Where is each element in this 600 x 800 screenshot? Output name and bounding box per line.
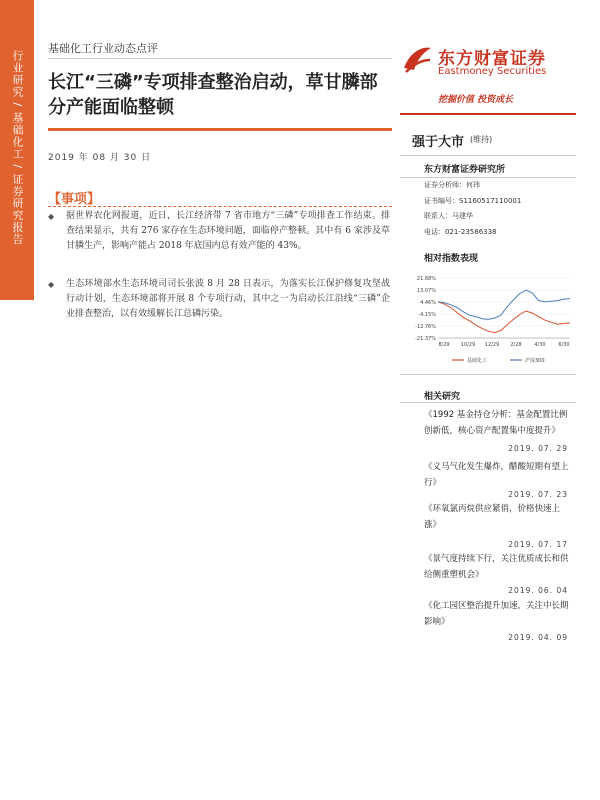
eastmoney-logo-icon [400, 42, 434, 76]
institute-name: 东方财富证券研究所 [424, 165, 506, 175]
series-line-沪深300 [438, 290, 570, 319]
x-tick-label: 6/30 [558, 342, 570, 348]
legend-label: 基础化工 [467, 358, 488, 364]
section-divider [48, 206, 392, 207]
related-report-link[interactable]: 《1992 基金持仓分析：基金配置比例创新低，核心资产配置集中度提升》 [424, 410, 568, 436]
analyst-name: 证券分析师：何玮 [424, 181, 480, 189]
x-tick-label: 2/28 [510, 342, 522, 348]
brand-name-cn: 东方财富证券 [438, 49, 546, 69]
divider [400, 374, 576, 375]
rating-label: 强于大市 [412, 135, 465, 150]
related-report-link[interactable]: 《景气度持续下行，关注优质成长和供给侧重塑机会》 [424, 554, 569, 580]
related-report-link[interactable]: 《化工园区整治提升加速，关注中长期影响》 [424, 601, 569, 627]
bullet-item [48, 209, 390, 254]
x-tick-label: 4/30 [534, 342, 546, 348]
diamond-bullet-icon: ◆ [48, 280, 55, 289]
y-tick-label: 4.46% [420, 300, 436, 306]
bullet-text: 据世界农化网报道，近日，长江经济带 7 省市地方“三磷”专项排查工作结束。排查结果显示，共有 276 家存在生态环境问题，面临停产整顿。其中有 6 家涉及草甘膦生产，影响产能占 2018 年底国内总有效产能的 43%。 [66, 211, 390, 251]
divider [400, 402, 576, 403]
y-tick-label: -21.37% [415, 336, 436, 342]
contact-phone: 电话：021-23586338 [424, 228, 497, 236]
side-category-text: 行业研究 / 基础化工 / 证券研究报告 [11, 50, 24, 246]
rating-note: (维持) [470, 135, 493, 144]
page-title: 长江“三磷”专项排查整治启动，草甘膦部分产能面临整顿 [48, 72, 378, 118]
report-type: 基础化工行业动态点评 [48, 42, 158, 55]
brand-name-en: Eastmoney Securities [438, 66, 547, 77]
divider [400, 155, 576, 156]
divider [400, 113, 576, 115]
related-report-link[interactable]: 《环氧氯丙烷供应紧俏，价格快速上涨》 [424, 504, 561, 530]
y-tick-label: -12.76% [415, 324, 436, 330]
contact-name: 联系人：马建华 [424, 212, 473, 220]
section-heading: 【事项】 [48, 192, 101, 207]
x-tick-label: 10/29 [460, 342, 476, 348]
brand-slogan: 挖掘价值 投资成长 [438, 95, 514, 105]
related-report-date: 2019. 07. 23 [508, 490, 568, 499]
divider [48, 58, 392, 59]
relative-index-chart [410, 266, 578, 370]
related-research-title: 相关研究 [424, 392, 461, 402]
title-divider [48, 128, 392, 131]
y-tick-label: 21.68% [416, 276, 436, 282]
side-category-bar [0, 0, 34, 300]
related-report-date: 2019. 07. 17 [508, 540, 568, 549]
related-report-date: 2019. 06. 04 [508, 586, 568, 595]
related-report-date: 2019. 04. 09 [508, 633, 568, 642]
bullet-item [48, 277, 390, 322]
diamond-bullet-icon: ◆ [48, 212, 55, 221]
chart-title: 相对指数表现 [424, 254, 479, 264]
cert-number: 证书编号：S1160517110001 [424, 197, 522, 205]
y-tick-label: 13.07% [416, 288, 436, 294]
y-tick-label: -4.15% [418, 312, 436, 318]
related-report-date: 2019. 07. 29 [508, 444, 568, 453]
legend-label: 沪深300 [525, 358, 545, 364]
report-date: 2019 年 08 月 30 日 [48, 153, 152, 163]
x-tick-label: 12/29 [484, 342, 500, 348]
bullet-text: 生态环境部水生态环境司司长张波 8 月 28 日表示，为落实长江保护修复攻坚战行动计划，生态环境部将开展 8 个专项行动，其中之一为启动长江沿线“三磷”企业排查整治，以有效缓解长江总磷污染。 [66, 279, 390, 319]
brand-logo [400, 42, 570, 94]
divider [400, 177, 576, 178]
x-tick-label: 8/29 [438, 342, 450, 348]
related-report-link[interactable]: 《义马气化发生爆炸，醋酸短期有望上行》 [424, 462, 569, 488]
series-line-基础化工 [438, 302, 570, 333]
